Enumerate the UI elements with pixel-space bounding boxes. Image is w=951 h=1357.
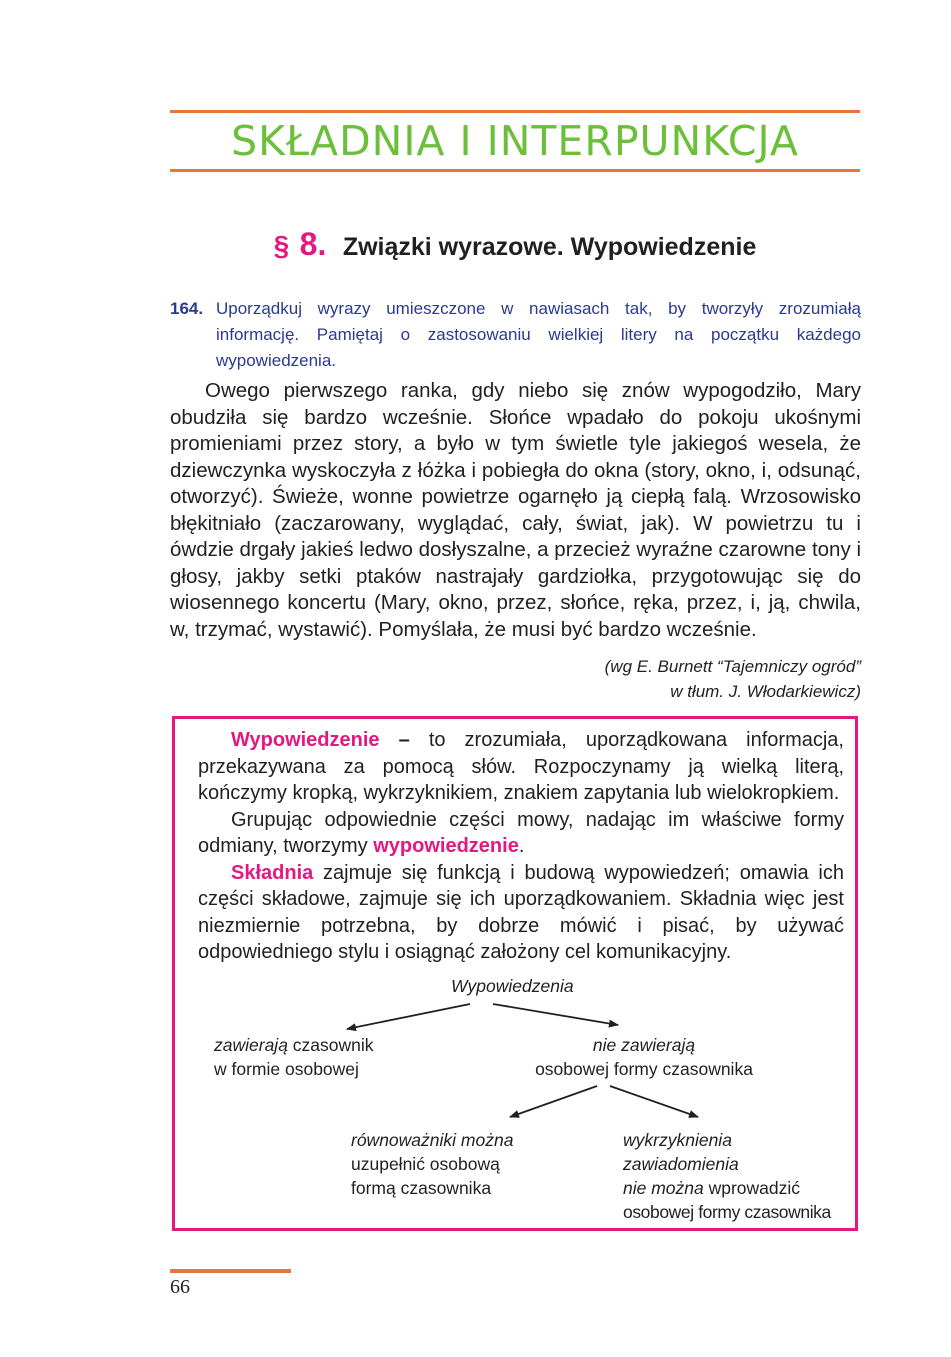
term-skladnia: Składnia xyxy=(231,861,314,884)
diagram-equivalents-line-2: uzupełnić osobową xyxy=(351,1154,500,1174)
diagram-left-line-2: w formie osobowej xyxy=(214,1059,359,1079)
diagram-equivalents-line-3: formą czasownika xyxy=(351,1178,492,1198)
citation-line-2: w tłum. J. Włodarkiewicz) xyxy=(670,682,861,701)
footer-rule xyxy=(170,1269,291,1273)
term-wypowiedzenie: Wypowiedzenie xyxy=(231,729,380,751)
definition-text-2: Grupując odpowiednie części mowy, nadając im właściwe formy odmiany, tworzymy xyxy=(198,808,844,857)
passage-text: Owego pierwszego ranka, gdy niebo się znów wypogodziło, Mary obudziła się bardzo wcześnie. Słońce wpadało do pokoju ukośnymi promieniami przez story, a było w tym świetle tyle jakiegoś wesela, że dziewczynka wyskoczyła z łóżka i pobiegła do okna (story, okno, i, odsunąć, otworzyć). Świeże, wonne powietrze ogarnęło ją ciepłą falą. Wrzosowisko błękitniało (zaczarowany, wyglądać, cały, świat, jak). W powietrzu tu i ówdzie drgały jakieś ledwo dosłyszalne, a przecież wyraźne czarowne tony i głosy, jakby setki ptaków nastrajały gardziołka, przygotowując się do wiosennego koncertu (Mary, okno, przez, słońce, ręka, przez, i, ją, chwila, w, trzymać, wystawić). Pomyślała, że musi być bardzo wcześnie. xyxy=(170,379,861,641)
diagram-exclamations-line-1: wykrzyknienia xyxy=(623,1130,732,1150)
definition-text-1: to zrozumiała, uporządkowana informacja, przekazywana za pomocą słów. Rozpoczynamy ją wielką literą, kończymy kropką, wykrzyknikiem, znakiem zapytania lub wielokropkiem. xyxy=(198,729,844,804)
exercise-text: Uporządkuj wyrazy umieszczone w nawiasach tak, by tworzyły zrozumiałą informację. Pamiętaj o zastosowaniu wielkiej litery na początku każdego wypowiedzenia. xyxy=(216,299,861,370)
diagram-right-line-1: nie zawierają xyxy=(592,1035,696,1055)
section-number: 8. xyxy=(299,226,327,262)
arrow-to-exclamations xyxy=(610,1086,698,1117)
diagram-exclamations-rest: wprowadzić xyxy=(703,1178,801,1198)
term-wypowiedzenie-2: wypowiedzenie xyxy=(373,835,519,857)
page-number: 66 xyxy=(170,1276,190,1298)
section-mark: § xyxy=(273,230,290,261)
section-title: Związki wyrazowe. Wypowiedzenie xyxy=(342,233,757,261)
diagram-left-italic: zawierają xyxy=(214,1035,288,1055)
diagram-equivalents-line-1: równoważniki można xyxy=(351,1130,514,1150)
definition-period: . xyxy=(518,835,525,857)
definition-text-3: zajmuje się funkcją i budową wypowiedzeń; omawia ich części składowe, zajmuje się ich uporządkowaniem. Składnia więc jest niezmiernie potrzebna, by dobrze mówić i pisać, by używać odpowiedniego stylu i osiągnąć założony cel komunikacyjny. xyxy=(198,861,844,963)
chapter-title: SKŁADNIA I INTERPUNKCJA xyxy=(231,117,799,165)
arrow-to-right-node xyxy=(493,1004,618,1025)
diagram-exclamations-line-4: osobowej formy czasownika xyxy=(623,1202,831,1222)
diagram-left-rest: czasownik xyxy=(287,1035,374,1055)
arrow-to-left-node xyxy=(347,1004,470,1029)
exercise-number: 164. xyxy=(170,299,204,318)
diagram-root: Wypowiedzenia xyxy=(451,976,574,996)
diagram-exclamations-line-2: zawiadomienia xyxy=(623,1154,739,1174)
arrow-to-equivalents xyxy=(510,1086,597,1117)
diagram-exclamations-italic: nie można xyxy=(623,1178,704,1198)
citation-line-1: (wg E. Burnett “Tajemniczy ogród” xyxy=(604,657,861,676)
diagram-right-line-2: osobowej formy czasownika xyxy=(535,1059,753,1079)
definition-dash: – xyxy=(379,729,429,751)
